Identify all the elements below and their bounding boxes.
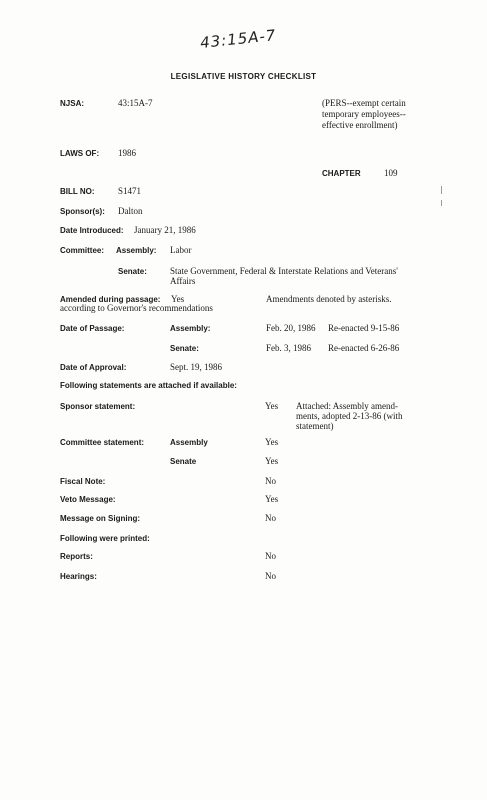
sponsor-label: Sponsor(s): [60,207,105,216]
laws-of-label: LAWS OF: [60,149,100,158]
message-on-signing-label: Message on Signing: [60,514,141,523]
approval-value: Sept. 19, 1986 [170,362,223,372]
sponsor-value: Dalton [118,206,143,216]
reports-label: Reports: [60,552,93,561]
committee-senate-value-line-1: State Government, Federal & Interstate Relations and Veterans' [170,266,398,276]
njsa-label: NJSA: [60,99,85,108]
passage-assembly-note: Re-enacted 9-15-86 [328,323,400,333]
njsa-value: 43:15A-7 [118,98,153,108]
hearings-label: Hearings: [60,572,97,581]
date-introduced-value: January 21, 1986 [134,225,196,235]
committee-assembly-label: Assembly: [116,246,157,255]
passage-assembly-label: Assembly: [170,324,211,333]
date-introduced-label: Date Introduced: [60,226,124,235]
document-title: LEGISLATIVE HISTORY CHECKLIST [170,72,317,81]
committee-assembly-value: Labor [170,245,192,255]
committee-statement-assembly-value: Yes [265,437,279,447]
scan-speck [441,200,442,206]
amended-note: Amendments denoted by asterisks. [266,294,392,304]
committee-statement-assembly-label: Assembly [170,438,208,447]
following-attached-heading: Following statements are attached if available: [60,381,237,390]
committee-statement-senate-value: Yes [265,456,279,466]
njsa-note-line-2: temporary employees-- [322,109,406,119]
sponsor-statement-note-line-2: ments, adopted 2-13-86 (with [296,411,403,421]
sponsor-statement-label: Sponsor statement: [60,402,136,411]
amended-label: Amended during passage: [60,295,161,304]
fiscal-note-label: Fiscal Note: [60,477,106,486]
committee-statement-senate-label: Senate [170,457,197,466]
hearings-value: No [265,571,276,581]
bill-no-value: S1471 [118,186,142,196]
fiscal-note-value: No [265,476,276,486]
sponsor-statement-note-line-3: statement) [296,421,334,431]
njsa-note-line-1: (PERS--exempt certain [322,98,406,108]
veto-message-value: Yes [265,494,279,504]
scan-speck [441,186,442,194]
bill-no-label: BILL NO: [60,187,95,196]
passage-senate-date: Feb. 3, 1986 [266,343,311,353]
passage-assembly-date: Feb. 20, 1986 [266,323,316,333]
chapter-value: 109 [384,168,398,178]
committee-senate-value-line-2: Affairs [170,276,196,286]
approval-label: Date of Approval: [60,363,127,372]
sponsor-statement-note-line-1: Attached: Assembly amend- [296,401,398,411]
sponsor-statement-value: Yes [265,401,279,411]
following-printed-heading: Following were printed: [60,534,150,543]
committee-statement-label: Committee statement: [60,438,145,447]
passage-label: Date of Passage: [60,324,125,333]
amended-value: Yes [171,294,185,304]
message-on-signing-value: No [265,513,276,523]
passage-senate-label: Senate: [170,344,199,353]
reports-value: No [265,551,276,561]
chapter-label: CHAPTER [322,169,361,178]
laws-of-value: 1986 [118,148,136,158]
committee-label: Committee: [60,246,105,255]
committee-senate-label: Senate: [118,267,147,276]
passage-senate-note: Re-enacted 6-26-86 [328,343,400,353]
veto-message-label: Veto Message: [60,495,116,504]
njsa-note-line-3: effective enrollment) [322,120,398,130]
handwritten-reference: 43:15A-7 [199,26,278,52]
amended-sub: according to Governor's recommendations [60,303,213,313]
